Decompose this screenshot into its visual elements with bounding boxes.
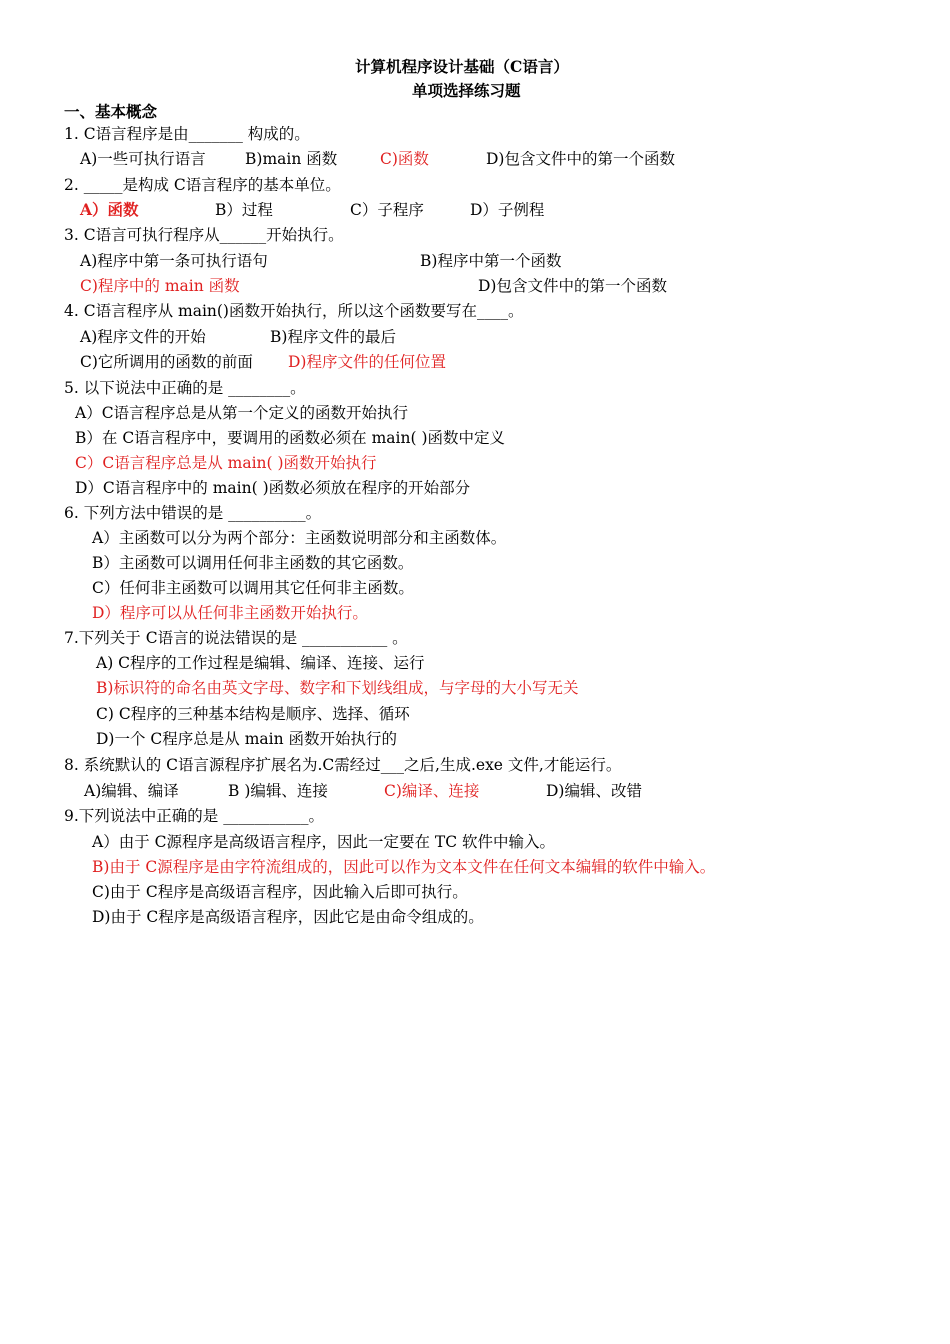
q3-stem: 3. C语言可执行程序从______开始执行。 bbox=[64, 226, 344, 244]
q2-option-b: B）过程 bbox=[215, 201, 273, 219]
q6-option-d: D）程序可以从任何非主函数开始执行。 bbox=[92, 604, 368, 622]
q7-option-b: B)标识符的命名由英文字母、数字和下划线组成，与字母的大小写无关 bbox=[96, 679, 579, 697]
doc-title: 计算机程序设计基础（C语言） bbox=[355, 57, 569, 76]
q5-option-a: A）C语言程序总是从第一个定义的函数开始执行 bbox=[75, 404, 409, 422]
q5-option-c: C）C语言程序总是从 main( )函数开始执行 bbox=[75, 454, 377, 472]
q3-option-a: A)程序中第一条可执行语句 bbox=[80, 252, 268, 270]
q1-option-b: B)main 函数 bbox=[245, 150, 338, 168]
q3-option-b: B)程序中第一个函数 bbox=[420, 252, 562, 270]
q5-stem: 5. 以下说法中正确的是 ________。 bbox=[64, 379, 306, 397]
q6-stem: 6. 下列方法中错误的是 __________。 bbox=[64, 504, 322, 522]
q9-option-b: B)由于 C源程序是由字符流组成的，因此可以作为文本文件在任何文本编辑的软件中输入。 bbox=[92, 858, 716, 876]
q6-option-c: C）任何非主函数可以调用其它任何非主函数。 bbox=[92, 579, 414, 597]
section-heading: 一、基本概念 bbox=[64, 102, 158, 121]
q8-stem: 8. 系统默认的 C语言源程序扩展名为.C需经过___之后,生成.exe 文件,才能运行。 bbox=[64, 756, 622, 774]
doc-subtitle: 单项选择练习题 bbox=[412, 81, 521, 100]
q1-option-a: A)一些可执行语言 bbox=[80, 150, 206, 168]
q1-option-d: D)包含文件中的第一个函数 bbox=[486, 150, 675, 168]
q7-option-c: C) C程序的三种基本结构是顺序、选择、循环 bbox=[96, 705, 410, 723]
q4-option-d: D)程序文件的任何位置 bbox=[288, 353, 446, 371]
q3-option-c: C)程序中的 main 函数 bbox=[80, 277, 240, 295]
q9-option-a: A）由于 C源程序是高级语言程序，因此一定要在 TC 软件中输入。 bbox=[92, 833, 556, 851]
q5-option-d: D）C语言程序中的 main( )函数必须放在程序的开始部分 bbox=[75, 479, 471, 497]
q4-stem: 4. C语言程序从 main()函数开始执行，所以这个函数要写在____。 bbox=[64, 302, 524, 320]
q1-stem: 1. C语言程序是由_______ 构成的。 bbox=[64, 125, 310, 143]
q8-option-b: B )编辑、连接 bbox=[228, 782, 328, 800]
q2-option-c: C）子程序 bbox=[350, 201, 424, 219]
q2-stem: 2. _____是构成 C语言程序的基本单位。 bbox=[64, 176, 341, 194]
q8-option-a: A)编辑、编译 bbox=[84, 782, 179, 800]
q2-option-a: A）函数 bbox=[80, 200, 139, 219]
q7-stem: 7.下列关于 C语言的说法错误的是 ___________ 。 bbox=[64, 629, 408, 647]
q9-stem: 9.下列说法中正确的是 ___________。 bbox=[64, 807, 324, 825]
q7-option-d: D)一个 C程序总是从 main 函数开始执行的 bbox=[96, 730, 397, 748]
q9-option-d: D)由于 C程序是高级语言程序，因此它是由命令组成的。 bbox=[92, 908, 484, 926]
q1-option-c: C)函数 bbox=[380, 150, 429, 168]
q6-option-a: A）主函数可以分为两个部分：主函数说明部分和主函数体。 bbox=[92, 529, 507, 547]
q8-option-d: D)编辑、改错 bbox=[546, 782, 642, 800]
q6-option-b: B）主函数可以调用任何非主函数的其它函数。 bbox=[92, 554, 414, 572]
q5-option-b: B）在 C语言程序中，要调用的函数必须在 main( )函数中定义 bbox=[75, 429, 506, 447]
q4-option-a: A)程序文件的开始 bbox=[80, 328, 206, 346]
q8-option-c: C)编译、连接 bbox=[384, 782, 480, 800]
q3-option-d: D)包含文件中的第一个函数 bbox=[478, 277, 667, 295]
q4-option-c: C)它所调用的函数的前面 bbox=[80, 353, 253, 371]
q7-option-a: A) C程序的工作过程是编辑、编译、连接、运行 bbox=[96, 654, 425, 672]
q4-option-b: B)程序文件的最后 bbox=[270, 328, 396, 346]
q2-option-d: D）子例程 bbox=[470, 201, 545, 219]
q9-option-c: C)由于 C程序是高级语言程序，因此输入后即可执行。 bbox=[92, 883, 468, 901]
